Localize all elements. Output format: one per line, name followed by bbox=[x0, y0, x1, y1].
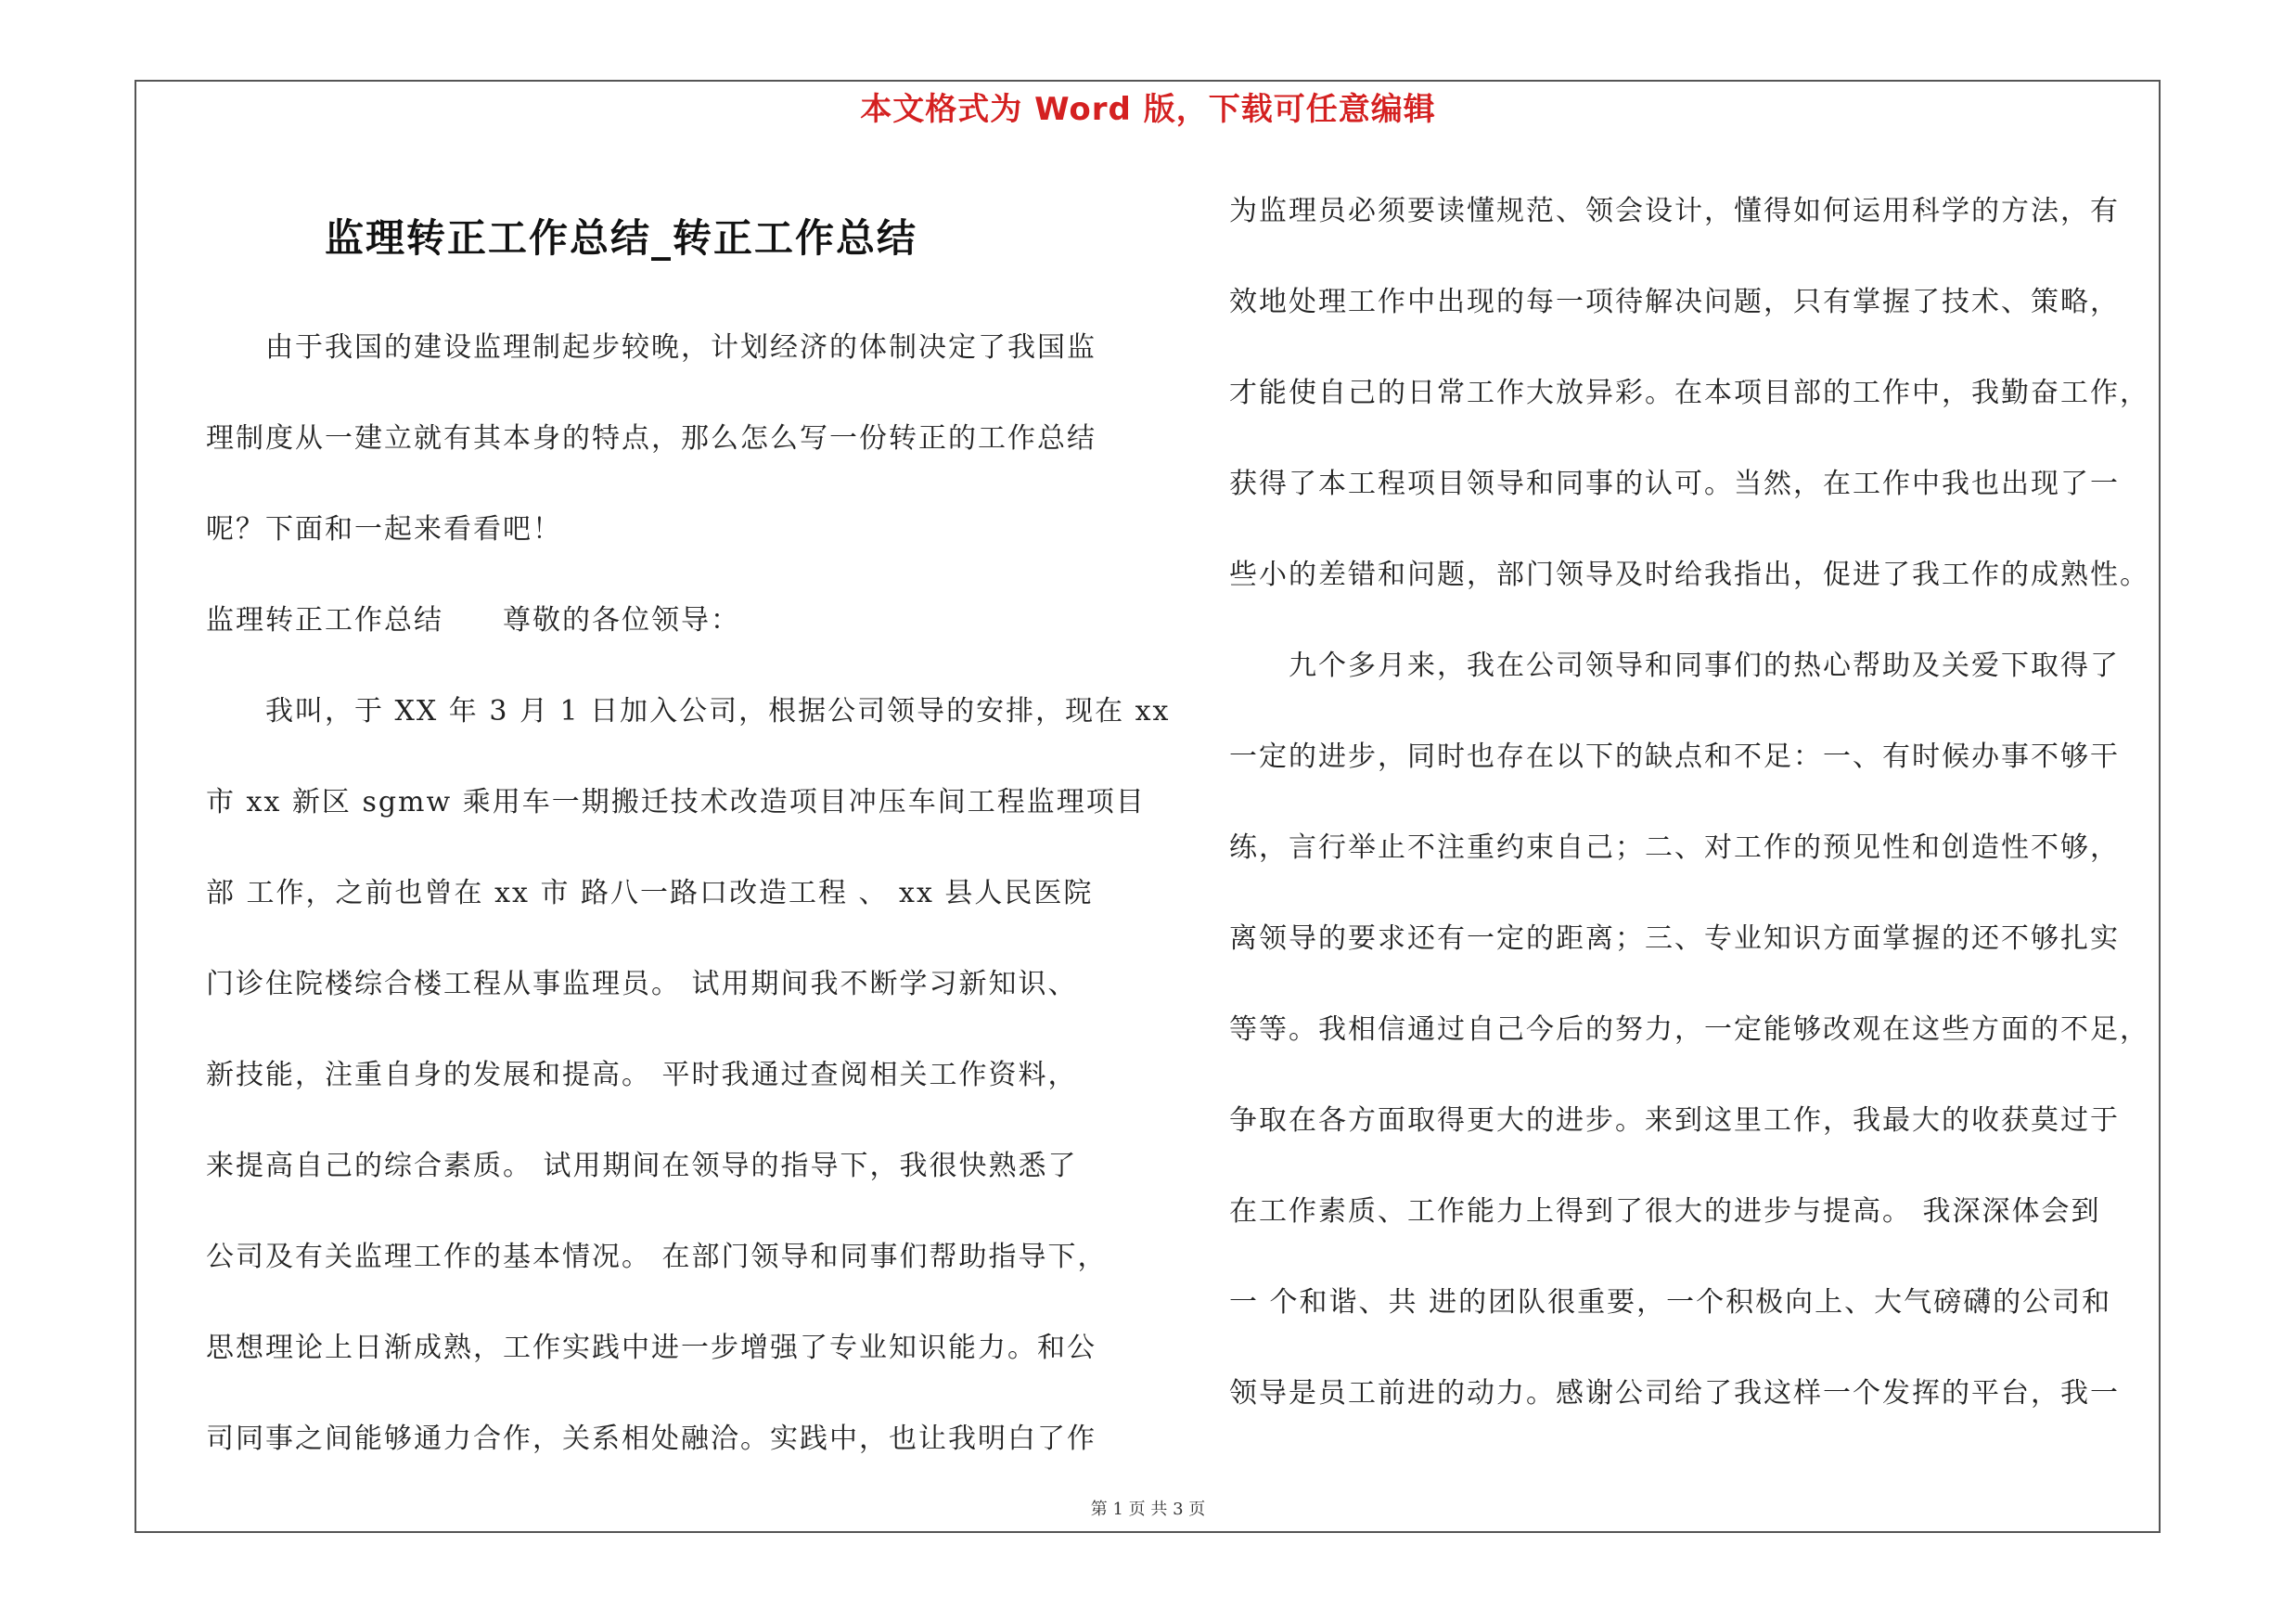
text-line: 争取在各方面取得更大的进步。来到这里工作，我最大的收获莫过于 bbox=[1229, 1104, 2120, 1137]
text-line: 些小的差错和问题，部门领导及时给我指出，促进了我工作的成熟性。 bbox=[1229, 559, 2149, 591]
text-line: 获得了本工程项目领导和同事的认可。当然，在工作中我也出现了一 bbox=[1229, 468, 2120, 500]
document-title: 监理转正工作总结_转正工作总结 bbox=[325, 215, 918, 261]
text-line: 为监理员必须要读懂规范、领会设计，懂得如何运用科学的方法，有 bbox=[1229, 195, 2120, 227]
text-line: 效地处理工作中出现的每一项待解决问题，只有掌握了技术、策略， bbox=[1229, 286, 2120, 318]
text-line: 练，言行举止不注重约束自己；二、对工作的预见性和创造性不够， bbox=[1229, 831, 2120, 864]
text-line: 部 工作，之前也曾在 xx 市 路八一路口改造工程 、 xx 县人民医院 bbox=[206, 877, 1094, 909]
text-line: 思想理论上日渐成熟，工作实践中进一步增强了专业知识能力。和公 bbox=[206, 1332, 1097, 1364]
text-line: 新技能，注重自身的发展和提高。 平时我通过查阅相关工作资料， bbox=[206, 1059, 1078, 1091]
text-line: 我叫，于 XX 年 3 月 1 日加入公司，根据公司领导的安排，现在 xx bbox=[206, 695, 1171, 728]
text-line: 市 xx 新区 sgmw 乘用车一期搬迁技术改造项目冲压车间工程监理项目 bbox=[206, 786, 1146, 818]
text-line: 公司及有关监理工作的基本情况。 在部门领导和同事们帮助指导下， bbox=[206, 1241, 1108, 1273]
text-line: 离领导的要求还有一定的距离；三、专业知识方面掌握的还不够扎实 bbox=[1229, 922, 2120, 955]
text-line: 理制度从一建立就有其本身的特点，那么怎么写一份转正的工作总结 bbox=[206, 422, 1097, 455]
text-line: 在工作素质、工作能力上得到了很大的进步与提高。 我深深体会到 bbox=[1229, 1195, 2101, 1228]
text-line: 一 个和谐、共 进的团队很重要，一个积极向上、大气磅礴的公司和 bbox=[1229, 1286, 2112, 1319]
text-line: 门诊住院楼综合楼工程从事监理员。 试用期间我不断学习新知识、 bbox=[206, 968, 1078, 1000]
word-format-notice: 本文格式为 Word 版，下载可任意编辑 bbox=[860, 91, 1436, 128]
text-line: 来提高自己的综合素质。 试用期间在领导的指导下，我很快熟悉了 bbox=[206, 1150, 1078, 1182]
text-line: 由于我国的建设监理制起步较晚，计划经济的体制决定了我国监 bbox=[206, 331, 1097, 364]
text-line: 司同事之间能够通力合作，关系相处融洽。实践中，也让我明白了作 bbox=[206, 1423, 1097, 1455]
text-line: 一定的进步，同时也存在以下的缺点和不足：一、有时候办事不够干 bbox=[1229, 741, 2120, 773]
text-line: 领导是员工前进的动力。感谢公司给了我这样一个发挥的平台，我一 bbox=[1229, 1377, 2120, 1410]
text-line: 九个多月来，我在公司领导和同事们的热心帮助及关爱下取得了 bbox=[1229, 650, 2120, 682]
text-line: 才能使自己的日常工作大放异彩。在本项目部的工作中，我勤奋工作， bbox=[1229, 377, 2149, 409]
text-line: 等等。我相信通过自己今后的努力，一定能够改观在这些方面的不足， bbox=[1229, 1013, 2149, 1046]
page-number: 第 1 页 共 3 页 bbox=[1090, 1500, 1206, 1519]
text-line: 呢？下面和一起来看看吧！ bbox=[206, 513, 562, 546]
salutation-line: 监理转正工作总结 尊敬的各位领导： bbox=[206, 604, 740, 637]
